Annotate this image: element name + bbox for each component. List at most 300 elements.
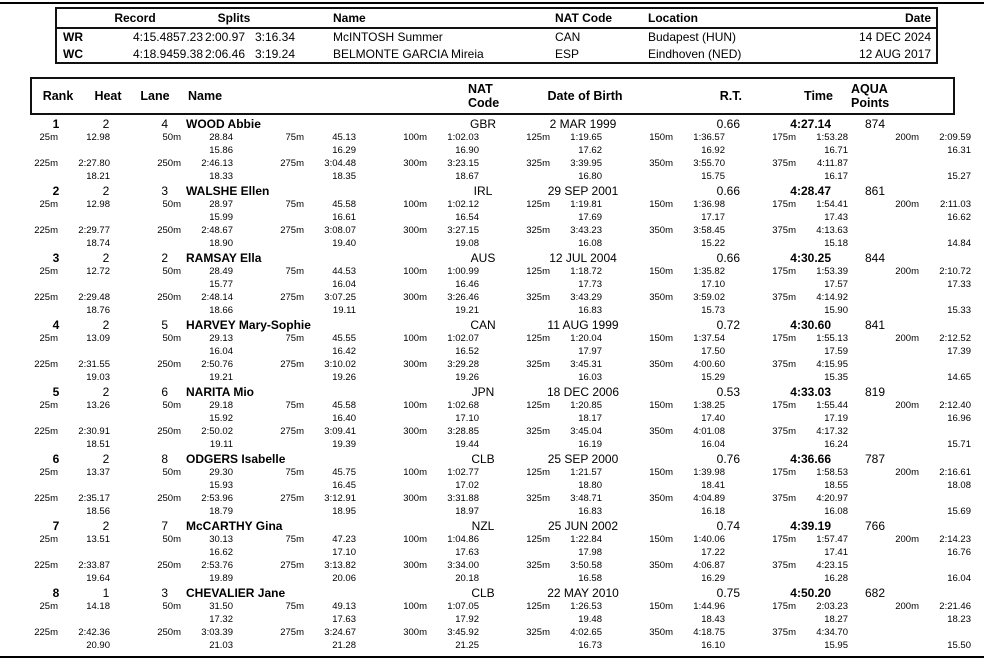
splits-line-2: [30, 292, 971, 305]
lane-cell: 7: [161, 519, 168, 533]
split-distance: 100m: [403, 400, 427, 411]
split-distance: 150m: [649, 467, 673, 478]
split-distance: 200m: [895, 199, 919, 210]
subsplit-time: 17.59: [824, 346, 848, 357]
split-cell: [233, 534, 356, 547]
split-cell: [848, 400, 971, 413]
split-cell: [479, 426, 602, 439]
split-time: 1:21.57: [570, 467, 602, 478]
splits-line-2: [30, 426, 971, 439]
split-cell: [602, 359, 725, 372]
split-distance: 325m: [526, 493, 550, 504]
split-cell: [30, 426, 110, 439]
subsplit-cell: [602, 413, 725, 426]
split-distance: 100m: [403, 132, 427, 143]
reaction-time-cell: 0.66: [716, 184, 740, 198]
subsplit-time: 17.17: [701, 212, 725, 223]
subsplit-cell: [233, 640, 356, 653]
subsplit-cell: [602, 346, 725, 359]
split-cell: [848, 225, 971, 238]
split-distance: 100m: [403, 333, 427, 344]
aqua-points-cell: 844: [864, 251, 886, 265]
nat-code-cell: AUS: [470, 251, 496, 265]
record-split-200: 2:06.46: [204, 46, 245, 61]
split-time: 2:35.17: [78, 493, 110, 504]
record-date: 14 DEC 2024: [858, 30, 931, 45]
split-cell: [110, 627, 233, 640]
split-cell: [725, 493, 848, 506]
heat-cell: 2: [102, 519, 110, 533]
subsplit-cell: [356, 346, 479, 359]
subsplit-cell: [602, 372, 725, 385]
split-cell: [233, 359, 356, 372]
nat-code-cell: CLB: [471, 586, 495, 600]
split-cell: [233, 333, 356, 346]
subsplit-cell: [602, 506, 725, 519]
subsplit-cell: [848, 506, 971, 519]
split-time: 2:42.36: [78, 627, 110, 638]
split-distance: 100m: [403, 467, 427, 478]
subsplit-cell: [848, 614, 971, 627]
subsplit-time: 17.97: [578, 346, 602, 357]
subsplit-time: 18.21: [86, 171, 110, 182]
subsplit-time: 14.84: [947, 238, 971, 249]
subsplit-cell: [479, 171, 602, 184]
final-time-cell: 4:50.20: [790, 586, 831, 600]
rank-cell: 4: [52, 318, 60, 332]
subsplit-cell: [356, 279, 479, 292]
subsplit-time: 15.50: [947, 640, 971, 651]
lane-cell: 5: [161, 318, 168, 332]
split-cell: [30, 359, 110, 372]
swimmer-main-line: [30, 452, 971, 467]
subsplit-cell: [602, 573, 725, 586]
subsplit-time: 19.39: [332, 439, 356, 450]
split-distance: 25m: [39, 601, 58, 612]
subsplit-cell: [110, 171, 233, 184]
subsplit-time: 17.92: [455, 614, 479, 625]
split-distance: 300m: [403, 292, 427, 303]
heat-cell: 2: [102, 385, 110, 399]
split-time: 45.55: [332, 333, 356, 344]
split-time: 1:57.47: [816, 534, 848, 545]
subsplit-cell: [233, 372, 356, 385]
swimmer-row: [30, 452, 971, 519]
subsplit-cell: [479, 238, 602, 251]
split-cell: [30, 333, 110, 346]
subsplit-time: 16.40: [332, 413, 356, 424]
subsplit-cell: [725, 640, 848, 653]
subsplit-time: 16.18: [701, 506, 725, 517]
final-time-cell: 4:39.19: [790, 519, 831, 533]
split-time: 3:45.04: [570, 426, 602, 437]
reaction-time-cell: 0.66: [716, 251, 740, 265]
split-distance: 125m: [526, 601, 550, 612]
dob-cell: 25 JUN 2002: [547, 519, 619, 533]
split-distance: 225m: [34, 627, 58, 638]
record-time: 4:18.94: [132, 46, 173, 61]
split-time: 12.98: [86, 132, 110, 143]
subsplit-cell: [848, 145, 971, 158]
subsplit-time: 17.43: [824, 212, 848, 223]
nat-code-cell: IRL: [473, 184, 493, 198]
subsplit-time: 19.11: [209, 439, 233, 450]
split-distance: 200m: [895, 333, 919, 344]
split-cell: [233, 467, 356, 480]
subsplit-time: 16.28: [824, 573, 848, 584]
splits-line-1: [30, 534, 971, 547]
split-time: 3:50.58: [570, 560, 602, 571]
split-cell: [602, 292, 725, 305]
subsplit-cell: [30, 171, 110, 184]
split-cell: [233, 225, 356, 238]
split-distance: 275m: [280, 359, 304, 370]
swimmer-row: [30, 117, 971, 184]
split-distance: 275m: [280, 426, 304, 437]
split-time: 2:21.46: [939, 601, 971, 612]
subsplit-time: 16.90: [455, 145, 479, 156]
split-cell: [725, 333, 848, 346]
subsplits-line-1: [30, 212, 971, 225]
split-time: 29.30: [209, 467, 233, 478]
split-time: 14.18: [86, 601, 110, 612]
split-distance: 225m: [34, 560, 58, 571]
subsplit-cell: [356, 413, 479, 426]
split-distance: 325m: [526, 225, 550, 236]
rank-cell: 5: [52, 385, 60, 399]
split-distance: 350m: [649, 560, 673, 571]
split-cell: [356, 560, 479, 573]
split-distance: 200m: [895, 132, 919, 143]
split-distance: 250m: [157, 292, 181, 303]
splits-line-2: [30, 493, 971, 506]
split-cell: [479, 493, 602, 506]
subsplit-cell: [233, 145, 356, 158]
reaction-time-cell: 0.74: [716, 519, 740, 533]
split-distance: 50m: [162, 400, 181, 411]
reaction-time-cell: 0.53: [716, 385, 740, 399]
subsplits-line-1: [30, 145, 971, 158]
subsplit-time: 15.75: [701, 171, 725, 182]
subsplit-cell: [725, 413, 848, 426]
split-distance: 25m: [39, 333, 58, 344]
subsplit-time: 15.95: [824, 640, 848, 651]
split-distance: 75m: [285, 333, 304, 344]
split-time: 1:38.25: [693, 400, 725, 411]
subsplit-cell: [30, 614, 110, 627]
subsplit-time: 15.99: [209, 212, 233, 223]
subsplit-cell: [848, 305, 971, 318]
split-distance: 225m: [34, 426, 58, 437]
subsplit-cell: [110, 480, 233, 493]
split-cell: [479, 266, 602, 279]
subsplit-cell: [479, 439, 602, 452]
subsplit-time: 16.17: [824, 171, 848, 182]
split-time: 2:29.48: [78, 292, 110, 303]
split-time: 1:44.96: [693, 601, 725, 612]
subsplit-cell: [30, 279, 110, 292]
split-time: 2:50.76: [201, 359, 233, 370]
split-cell: [479, 560, 602, 573]
record-date: 12 AUG 2017: [858, 46, 931, 61]
lane-cell: 6: [161, 385, 168, 399]
swimmer-name-cell: McCARTHY Gina: [186, 519, 283, 533]
split-distance: 50m: [162, 534, 181, 545]
split-time: 2:29.77: [78, 225, 110, 236]
split-cell: [848, 266, 971, 279]
results-header-nat-line1: NAT: [468, 81, 493, 96]
subsplit-time: 17.73: [578, 279, 602, 290]
split-distance: 325m: [526, 627, 550, 638]
split-cell: [725, 266, 848, 279]
split-cell: [110, 560, 233, 573]
subsplits-line-1: [30, 279, 971, 292]
split-cell: [233, 132, 356, 145]
lane-cell: 2: [161, 251, 168, 265]
split-cell: [602, 601, 725, 614]
split-cell: [356, 601, 479, 614]
nat-code-cell: NZL: [471, 519, 495, 533]
subsplit-time: 18.66: [209, 305, 233, 316]
split-time: 3:34.00: [447, 560, 479, 571]
split-distance: 225m: [34, 359, 58, 370]
subsplit-time: 16.52: [455, 346, 479, 357]
subsplit-time: 18.33: [209, 171, 233, 182]
nat-code-cell: GBR: [469, 117, 496, 131]
split-distance: 75m: [285, 266, 304, 277]
page-top-rule: [0, 2, 984, 4]
splits-line-2: [30, 158, 971, 171]
subsplit-time: 15.69: [947, 506, 971, 517]
split-cell: [725, 467, 848, 480]
records-header-location: Location: [648, 11, 698, 25]
subsplit-cell: [110, 547, 233, 560]
split-distance: 300m: [403, 426, 427, 437]
swimmer-row: [30, 251, 971, 318]
split-distance: 200m: [895, 534, 919, 545]
split-distance: 225m: [34, 225, 58, 236]
subsplit-cell: [30, 439, 110, 452]
dob-cell: 11 AUG 1999: [547, 318, 619, 332]
subsplit-time: 15.33: [947, 305, 971, 316]
split-cell: [233, 199, 356, 212]
subsplit-cell: [602, 480, 725, 493]
subsplit-time: 16.04: [209, 346, 233, 357]
subsplit-cell: [848, 547, 971, 560]
subsplit-time: 18.17: [578, 413, 602, 424]
subsplit-cell: [479, 506, 602, 519]
split-time: 28.84: [209, 132, 233, 143]
split-cell: [725, 158, 848, 171]
swimmer-name-cell: WOOD Abbie: [186, 117, 261, 131]
split-time: 1:02.07: [447, 333, 479, 344]
subsplit-time: 17.40: [701, 413, 725, 424]
splits-line-1: [30, 266, 971, 279]
split-time: 4:13.63: [816, 225, 848, 236]
subsplit-cell: [110, 372, 233, 385]
subsplit-time: 20.90: [86, 640, 110, 651]
results-header-nat-line2: Code: [468, 96, 500, 110]
split-cell: [602, 199, 725, 212]
subsplit-time: 17.98: [578, 547, 602, 558]
split-time: 3:45.92: [447, 627, 479, 638]
dob-cell: 29 SEP 2001: [547, 184, 619, 198]
results-header-lane: Lane: [140, 88, 170, 103]
split-cell: [602, 493, 725, 506]
subsplit-time: 15.29: [701, 372, 725, 383]
subsplit-time: 17.19: [824, 413, 848, 424]
record-tag: WC: [63, 46, 83, 61]
split-time: 3:08.07: [324, 225, 356, 236]
subsplits-line-1: [30, 480, 971, 493]
results-header-name: Name: [188, 88, 223, 103]
subsplit-cell: [233, 413, 356, 426]
swimmer-row: [30, 318, 971, 385]
subsplit-cell: [602, 547, 725, 560]
split-time: 1:39.98: [693, 467, 725, 478]
final-time-cell: 4:33.03: [790, 385, 831, 399]
split-distance: 125m: [526, 132, 550, 143]
subsplit-cell: [30, 640, 110, 653]
split-distance: 50m: [162, 467, 181, 478]
split-time: 1:04.86: [447, 534, 479, 545]
split-cell: [110, 534, 233, 547]
split-distance: 25m: [39, 534, 58, 545]
split-distance: 325m: [526, 292, 550, 303]
subsplit-time: 17.39: [947, 346, 971, 357]
swimmer-row: [30, 184, 971, 251]
dob-cell: 18 DEC 2006: [546, 385, 620, 399]
splits-line-2: [30, 560, 971, 573]
split-distance: 350m: [649, 627, 673, 638]
nat-code-cell: CLB: [471, 452, 495, 466]
split-distance: 75m: [285, 601, 304, 612]
split-cell: [110, 359, 233, 372]
split-distance: 225m: [34, 158, 58, 169]
lane-cell: 8: [161, 452, 168, 466]
split-cell: [30, 266, 110, 279]
subsplit-cell: [602, 145, 725, 158]
subsplit-cell: [602, 439, 725, 452]
subsplit-cell: [110, 212, 233, 225]
subsplit-time: 16.31: [947, 145, 971, 156]
record-row-wr: [57, 29, 936, 46]
split-distance: 100m: [403, 266, 427, 277]
subsplit-time: 14.65: [947, 372, 971, 383]
split-time: 47.23: [332, 534, 356, 545]
split-time: 3:29.28: [447, 359, 479, 370]
subsplit-cell: [479, 372, 602, 385]
split-distance: 50m: [162, 333, 181, 344]
subsplit-cell: [233, 305, 356, 318]
aqua-points-cell: 787: [864, 452, 886, 466]
subsplit-time: 17.69: [578, 212, 602, 223]
split-time: 2:48.67: [201, 225, 233, 236]
split-cell: [725, 426, 848, 439]
split-distance: 50m: [162, 199, 181, 210]
subsplit-cell: [848, 346, 971, 359]
splits-line-2: [30, 225, 971, 238]
split-cell: [30, 493, 110, 506]
split-cell: [233, 426, 356, 439]
subsplit-cell: [356, 614, 479, 627]
subsplit-cell: [479, 640, 602, 653]
split-cell: [848, 627, 971, 640]
split-time: 4:34.70: [816, 627, 848, 638]
subsplit-time: 18.76: [86, 305, 110, 316]
subsplit-cell: [725, 238, 848, 251]
reaction-time-cell: 0.76: [716, 452, 740, 466]
subsplit-cell: [725, 145, 848, 158]
split-cell: [725, 534, 848, 547]
split-cell: [479, 400, 602, 413]
record-nat: ESP: [555, 46, 580, 61]
subsplit-time: 16.04: [332, 279, 356, 290]
swimmer-name-cell: CHEVALIER Jane: [186, 586, 286, 600]
split-distance: 100m: [403, 534, 427, 545]
subsplit-time: 15.77: [209, 279, 233, 290]
subsplit-time: 16.58: [578, 573, 602, 584]
split-time: 2:53.96: [201, 493, 233, 504]
subsplit-cell: [110, 346, 233, 359]
split-cell: [356, 493, 479, 506]
split-time: 2:53.76: [201, 560, 233, 571]
subsplit-time: 21.25: [455, 640, 479, 651]
swimmer-name-cell: HARVEY Mary-Sophie: [186, 318, 311, 332]
rank-cell: 8: [52, 586, 60, 600]
subsplit-time: 16.19: [578, 439, 602, 450]
subsplit-cell: [233, 171, 356, 184]
split-cell: [233, 601, 356, 614]
split-distance: 300m: [403, 158, 427, 169]
split-time: 1:00.99: [447, 266, 479, 277]
subsplit-cell: [725, 439, 848, 452]
subsplit-time: 15.27: [947, 171, 971, 182]
subsplit-time: 18.56: [86, 506, 110, 517]
split-distance: 375m: [772, 627, 796, 638]
split-distance: 150m: [649, 601, 673, 612]
split-cell: [110, 493, 233, 506]
lane-cell: 4: [161, 117, 168, 131]
split-cell: [356, 199, 479, 212]
subsplit-cell: [848, 238, 971, 251]
split-cell: [110, 199, 233, 212]
record-split-300: 3:16.34: [254, 30, 295, 45]
rank-cell: 7: [52, 519, 60, 533]
split-time: 3:26.46: [447, 292, 479, 303]
split-cell: [30, 627, 110, 640]
subsplit-time: 16.96: [947, 413, 971, 424]
split-distance: 325m: [526, 426, 550, 437]
subsplit-cell: [110, 238, 233, 251]
split-cell: [602, 627, 725, 640]
split-time: 45.75: [332, 467, 356, 478]
lane-cell: 3: [161, 184, 168, 198]
split-distance: 350m: [649, 493, 673, 504]
split-time: 2:10.72: [939, 266, 971, 277]
split-cell: [110, 400, 233, 413]
splits-line-2: [30, 627, 971, 640]
results-header-aqua-points: [837, 82, 917, 111]
splits-line-1: [30, 400, 971, 413]
subsplit-time: 16.54: [455, 212, 479, 223]
split-cell: [479, 225, 602, 238]
split-time: 4:17.32: [816, 426, 848, 437]
subsplit-time: 16.46: [455, 279, 479, 290]
results-header: [30, 77, 955, 115]
split-distance: 225m: [34, 292, 58, 303]
split-cell: [602, 132, 725, 145]
